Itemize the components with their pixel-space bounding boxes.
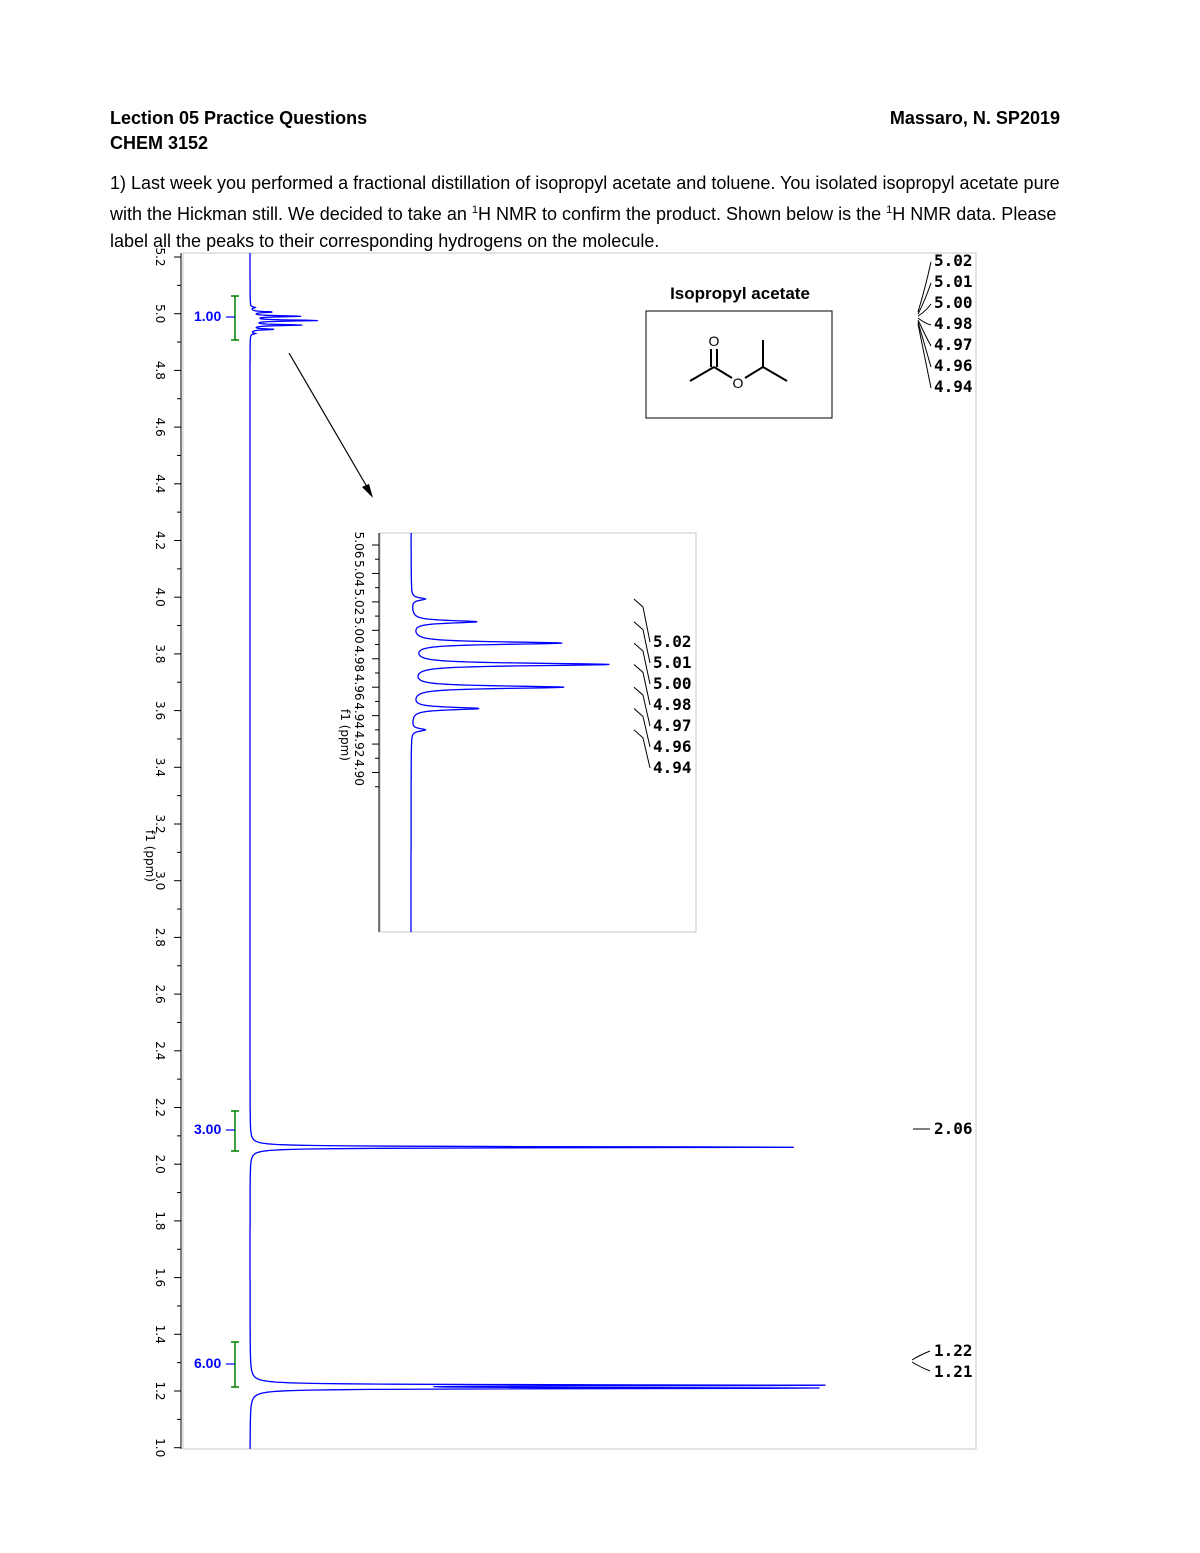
molecule-box	[646, 311, 832, 418]
main-tick-label: 2.6	[153, 984, 167, 1004]
main-tick-label: 4.8	[153, 360, 167, 380]
singlet-peak-label: 2.06	[934, 1119, 973, 1138]
doublet-peak-label-1: 1.22	[934, 1341, 973, 1360]
main-tick-label: 3.2	[153, 814, 167, 834]
molecule-title: Isopropyl acetate	[670, 284, 810, 303]
main-tick-label: 2.8	[153, 927, 167, 947]
main-tick-label: 3.6	[153, 701, 167, 721]
inset-tick-label: 5.04	[352, 560, 366, 587]
multiplet-peak-label: 5.00	[934, 293, 973, 312]
main-tick-label: 3.8	[153, 644, 167, 664]
main-axis-label: f1 (ppm)	[143, 830, 157, 882]
author-line: Massaro, N. SP2019	[889, 108, 1060, 128]
question-part-2: H NMR to confirm the product. Shown below is the	[477, 204, 887, 224]
main-tick-label: 4.0	[153, 587, 167, 607]
integral-label-1: 1.00	[194, 308, 222, 324]
inset-peak-label: 5.01	[653, 653, 692, 672]
multiplet-peak-label: 4.96	[934, 356, 973, 375]
integral-2	[194, 1111, 239, 1151]
main-tick-label: 2.2	[153, 1097, 167, 1118]
page-title: Lection 05 Practice Questions	[110, 108, 368, 128]
course-code: CHEM 3152	[110, 133, 209, 153]
main-tick-label: 2.0	[153, 1154, 167, 1174]
inset-tick-label: 5.06	[352, 531, 366, 559]
main-tick-label: 1.0	[153, 1438, 167, 1458]
main-tick-label: 5.0	[153, 304, 167, 324]
inset-peak-label: 4.98	[653, 695, 692, 714]
inset-peak-label: 4.97	[653, 716, 692, 735]
inset-tick-label: 4.90	[352, 759, 366, 786]
integrals-group	[194, 296, 239, 1387]
inset-tick-label: 4.96	[352, 673, 366, 701]
multiplet-label-leader	[918, 322, 931, 367]
multiplet-peak-label: 5.02	[934, 251, 973, 270]
inset-peak-label: 4.94	[653, 758, 692, 777]
inset-tick-label: 4.98	[352, 645, 366, 673]
multiplet-peak-label: 5.01	[934, 272, 973, 291]
multiplet-label-group	[918, 251, 973, 396]
inset-axis-ticks	[352, 532, 379, 787]
zoom-arrow	[289, 353, 370, 492]
integral-label-2: 3.00	[194, 1121, 222, 1137]
main-tick-label: 3.4	[153, 757, 167, 777]
main-tick-label: 1.2	[153, 1381, 167, 1401]
main-tick-label: 5.2	[153, 247, 167, 267]
inset-peak-label: 5.00	[653, 674, 692, 693]
inset-tick-label: 5.02	[352, 588, 366, 616]
question-part-3: H NMR data. Please label all the peaks to their corresponding hydrogens on the molecule.	[110, 204, 1057, 251]
carbonyl-oxygen: O	[708, 333, 720, 349]
inset-background	[380, 533, 696, 932]
inset-tick-label: 4.94	[352, 702, 366, 729]
multiplet-label-leader	[918, 262, 931, 312]
inset-peak-label: 4.96	[653, 737, 692, 756]
inset-tick-label: 5.00	[352, 616, 366, 644]
main-tick-label: 1.4	[153, 1324, 167, 1344]
ester-oxygen: O	[732, 375, 744, 391]
main-tick-label: 4.6	[153, 417, 167, 437]
multiplet-peak-label: 4.98	[934, 314, 973, 333]
doublet-label-leaders	[912, 1351, 930, 1371]
main-tick-label: 4.4	[153, 474, 167, 494]
main-tick-label: 1.6	[153, 1268, 167, 1288]
multiplet-peak-label: 4.97	[934, 335, 973, 354]
superscript-1: 1	[471, 204, 478, 216]
superscript-2: 1	[886, 204, 893, 216]
integral-3	[194, 1342, 239, 1387]
inset-axis-label: f1 (ppm)	[338, 709, 352, 761]
main-tick-label: 4.2	[153, 530, 167, 551]
multiplet-peak-label: 4.94	[934, 377, 973, 396]
integral-1	[194, 296, 239, 340]
main-tick-label: 3.0	[153, 871, 167, 891]
integral-label-3: 6.00	[194, 1355, 222, 1371]
inset-tick-label: 4.92	[352, 730, 366, 758]
doublet-peak-label-2: 1.21	[934, 1362, 973, 1381]
zoom-arrowhead	[362, 484, 373, 498]
question-part-1: 1) Last week you performed a fractional distillation of isopropyl acetate and toluene. You isolated isopropyl acetate pure with the Hickman still. We decided to take an	[110, 173, 1060, 224]
main-tick-label: 2.4	[153, 1041, 167, 1061]
inset-peak-label: 5.02	[653, 632, 692, 651]
main-tick-label: 1.8	[153, 1211, 167, 1231]
